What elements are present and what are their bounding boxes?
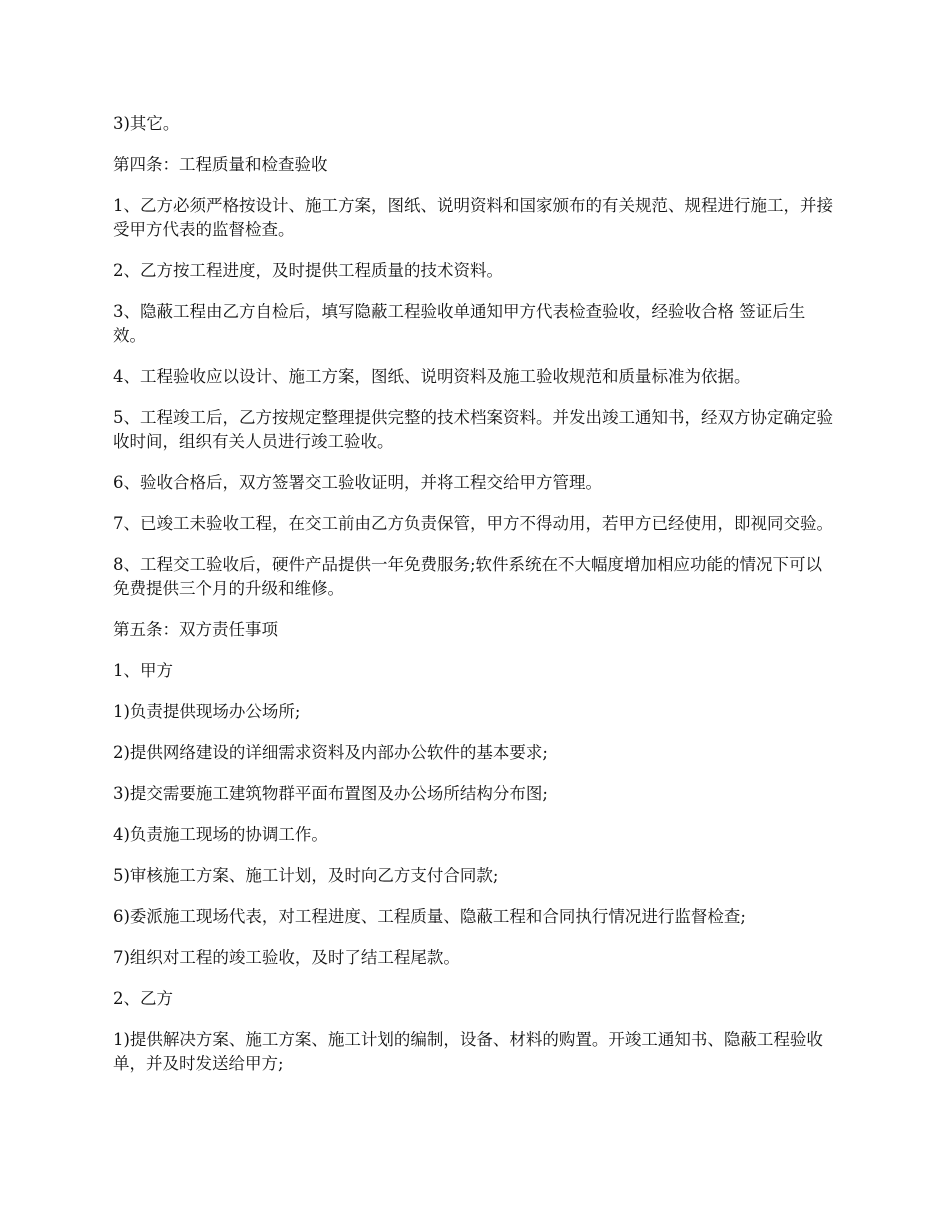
party-a-item-3: 3)提交需要施工建筑物群平面布置图及办公场所结构分布图; xyxy=(113,784,548,803)
paragraph-clause-4-3: 3、隐蔽工程由乙方自检后，填写隐蔽工程验收单通知甲方代表检查验收，经验收合格 签证后生效。 xyxy=(113,302,806,345)
party-a-item-6: 6)委派施工现场代表，对工程进度、工程质量、隐蔽工程和合同执行情况进行监督检查; xyxy=(113,907,746,926)
subheading-party-a: 1、甲方 xyxy=(113,661,173,680)
subheading-party-b: 2、乙方 xyxy=(113,989,173,1008)
party-a-item-4: 4)负责施工现场的协调工作。 xyxy=(113,825,328,844)
paragraph-clause-4-8: 8、工程交工验收后，硬件产品提供一年免费服务;软件系统在不大幅度增加相应功能的情况下可以免费提供三个月的升级和维修。 xyxy=(113,555,823,598)
party-a-item-7: 7)组织对工程的竣工验收，及时了结工程尾款。 xyxy=(113,948,460,967)
section-heading-article-5: 第五条：双方责任事项 xyxy=(113,620,278,639)
paragraph-clause-4-5: 5、工程竣工后，乙方按规定整理提供完整的技术档案资料。并发出竣工通知书，经双方协定确定验收时间，组织有关人员进行竣工验收。 xyxy=(113,408,833,451)
section-heading-article-4: 第四条：工程质量和检查验收 xyxy=(113,155,328,174)
party-a-item-1: 1)负责提供现场办公场所; xyxy=(113,702,301,721)
party-b-item-1: 1)提供解决方案、施工方案、施工计划的编制，设备、材料的购置。开竣工通知书、隐蔽工程验收单，并及时发送给甲方; xyxy=(113,1030,823,1073)
paragraph-clause-4-1: 1、乙方必须严格按设计、施工方案，图纸、说明资料和国家颁布的有关规范、规程进行施工，并接受甲方代表的监督检查。 xyxy=(113,196,833,239)
party-a-item-5: 5)审核施工方案、施工计划，及时向乙方支付合同款; xyxy=(113,866,499,885)
party-a-item-2: 2)提供网络建设的详细需求资料及内部办公软件的基本要求; xyxy=(113,743,548,762)
paragraph-clause-4-2: 2、乙方按工程进度，及时提供工程质量的技术资料。 xyxy=(113,261,503,280)
paragraph-clause-4-4: 4、工程验收应以设计、施工方案，图纸、说明资料及施工验收规范和质量标准为依据。 xyxy=(113,367,751,386)
document-body xyxy=(113,112,835,1093)
paragraph-clause-4-6: 6、验收合格后，双方签署交工验收证明，并将工程交给甲方管理。 xyxy=(113,473,602,492)
paragraph-clause-4-7: 7、已竣工未验收工程，在交工前由乙方负责保管，甲方不得动用，若甲方已经使用，即视同交验。 xyxy=(113,514,833,533)
paragraph-item-3-other: 3)其它。 xyxy=(113,114,180,133)
